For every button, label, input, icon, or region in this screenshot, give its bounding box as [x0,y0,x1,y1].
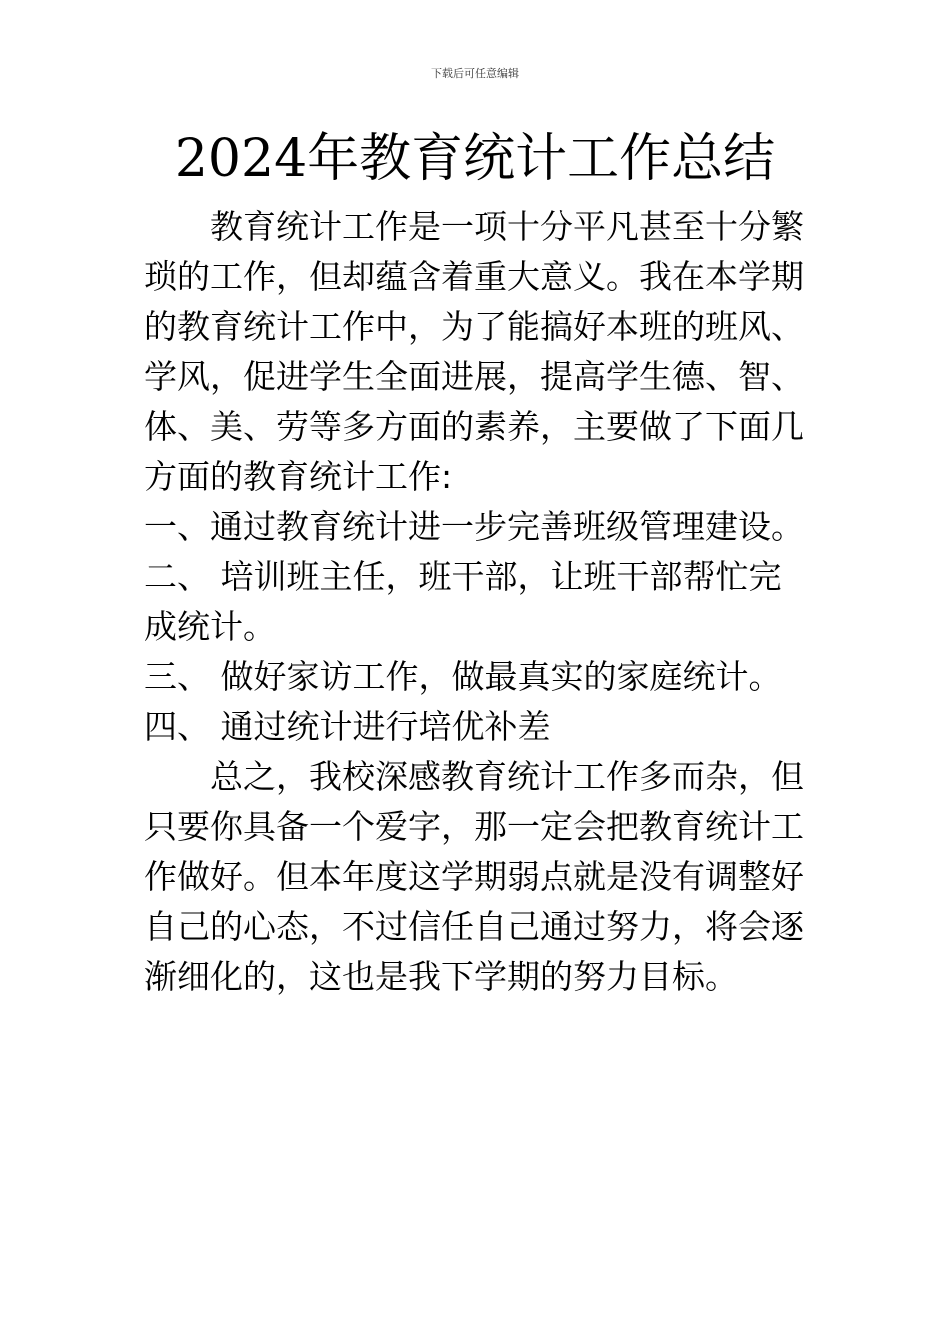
document-body [144,202,808,1002]
list-item: 四、 通过统计进行培优补差 [144,707,551,746]
document-title: 2024年教育统计工作总结 [174,129,776,189]
list-item: 二、 培训班主任，班干部，让班干部帮忙完成统计。 [144,557,782,646]
header-note: 下载后可任意编辑 [431,67,519,80]
list-item: 三、 做好家访工作，做最真实的家庭统计。 [144,657,782,696]
list-item: 一、通过教育统计进一步完善班级管理建设。 [144,507,804,546]
intro-paragraph: 教育统计工作是一项十分平凡甚至十分繁琐的工作，但却蕴含着重大意义。我在本学期的教育统计工作中，为了能搞好本班的班风、学风，促进学生全面进展，提高学生德、智、体、美、劳等多方面的素养，主要做了下面几方面的教育统计工作: [144,207,804,496]
conclusion-paragraph: 总之，我校深感教育统计工作多而杂，但只要你具备一个爱字，那一定会把教育统计工作做好。但本年度这学期弱点就是没有调整好自己的心态，不过信任自己通过努力，将会逐渐细化的，这也是我下学期的努力目标。 [144,757,804,996]
